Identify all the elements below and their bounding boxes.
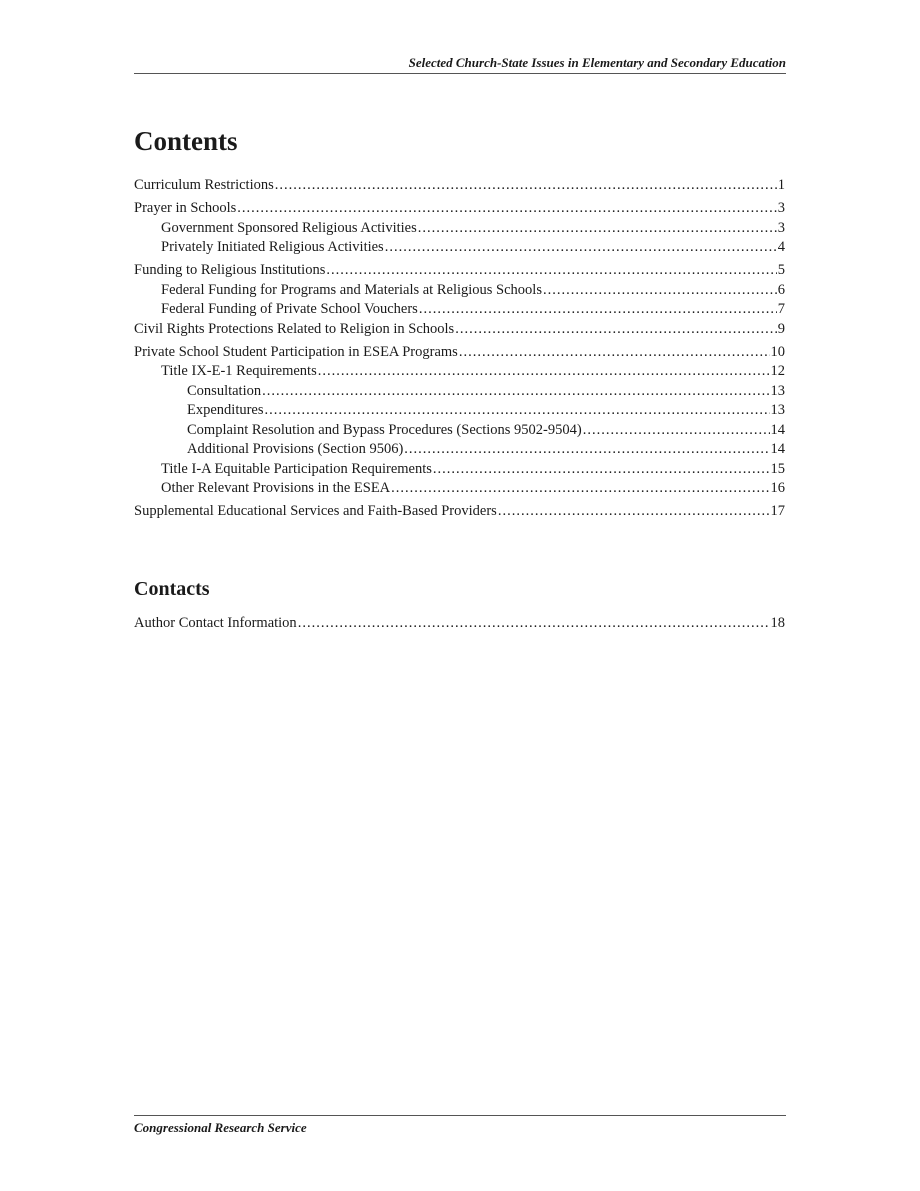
toc-entry[interactable] [134,261,785,281]
toc-entry-page: 13 [770,382,785,399]
toc-leader-dots [298,614,770,634]
toc-entry-page: 3 [777,219,785,236]
toc-entry[interactable] [134,199,785,219]
toc-leader-dots [404,440,769,460]
toc-leader-dots [498,502,770,522]
toc-entry-page: 9 [777,320,785,337]
toc-entry-title: Private School Student Participation in ESEA Programs [134,343,458,360]
toc-entry-title: Expenditures [187,402,264,418]
toc-entry-page: 12 [770,363,785,379]
toc-leader-dots [543,281,777,301]
toc-leader-dots [391,479,769,499]
running-header-title: Selected Church-State Issues in Elementary and Secondary Education [408,55,786,70]
toc-entry-title: Title IX-E-1 Requirements [161,363,317,379]
toc-entry[interactable] [134,440,785,460]
toc-entry-title: Additional Provisions (Section 9506) [187,441,404,457]
toc-entry-page: 3 [777,200,785,216]
toc-leader-dots [419,300,777,320]
toc-leader-dots [318,362,770,382]
running-footer [134,1115,786,1136]
toc-entry-page: 17 [770,503,785,519]
toc-entry-title: Complaint Resolution and Bypass Procedures (Sections 9502-9504) [187,421,582,438]
contacts-heading: Contacts [134,578,210,600]
toc-entry[interactable] [134,176,785,196]
toc-entry[interactable] [134,219,785,239]
toc-entry-page: 15 [770,460,785,477]
toc-entry[interactable] [134,320,785,340]
toc-leader-dots [455,320,777,340]
toc-leader-dots [265,401,770,421]
toc-leader-dots [275,176,777,196]
toc-entry[interactable] [134,502,785,522]
toc-entry-title: Civil Rights Protections Related to Religion in Schools [134,320,455,337]
toc-entry-page: 13 [770,402,785,418]
toc-leader-dots [262,382,769,402]
toc-entry-page: 1 [777,177,785,193]
toc-entry-page: 5 [777,262,785,278]
toc-entry-title: Funding to Religious Institutions [134,262,326,278]
toc-entry-title: Government Sponsored Religious Activities [161,219,417,236]
toc-entry-title: Other Relevant Provisions in the ESEA [161,480,391,496]
running-header [134,55,786,74]
toc-entry[interactable] [134,401,785,421]
toc-entry[interactable] [134,460,785,480]
contents-heading: Contents [134,126,238,156]
toc-entry-title: Prayer in Schools [134,200,237,216]
toc-entry-title: Consultation [187,382,262,399]
toc-entry[interactable] [134,382,785,402]
toc-entry[interactable] [134,421,785,441]
toc-entry-page: 16 [770,480,785,496]
contents-toc [134,176,785,522]
toc-entry[interactable] [134,300,785,320]
toc-entry[interactable] [134,614,785,634]
toc-entry-title: Supplemental Educational Services and Faith-Based Providers [134,503,497,519]
toc-entry-page: 18 [770,615,785,631]
contacts-toc [134,614,785,634]
toc-entry-page: 14 [770,441,785,457]
toc-leader-dots [583,421,770,441]
toc-entry-title: Title I-A Equitable Participation Requirements [161,460,432,477]
toc-entry-title: Author Contact Information [134,615,297,631]
toc-leader-dots [459,343,770,363]
toc-entry[interactable] [134,343,785,363]
toc-entry-page: 7 [777,301,785,317]
toc-leader-dots [385,238,777,258]
toc-leader-dots [237,199,776,219]
toc-entry-page: 14 [770,421,785,438]
toc-entry-title: Privately Initiated Religious Activities [161,239,384,255]
toc-entry[interactable] [134,362,785,382]
footer-publisher: Congressional Research Service [134,1120,307,1135]
toc-entry-title: Federal Funding for Programs and Materials at Religious Schools [161,281,542,298]
toc-entry[interactable] [134,238,785,258]
toc-leader-dots [418,219,777,239]
toc-entry-title: Curriculum Restrictions [134,177,274,193]
toc-entry-page: 4 [777,239,785,255]
toc-entry-page: 6 [777,281,785,298]
toc-leader-dots [433,460,770,480]
toc-entry-page: 10 [770,343,785,360]
toc-entry-title: Federal Funding of Private School Vouchers [161,301,418,317]
toc-leader-dots [326,261,776,281]
toc-entry[interactable] [134,281,785,301]
toc-entry[interactable] [134,479,785,499]
